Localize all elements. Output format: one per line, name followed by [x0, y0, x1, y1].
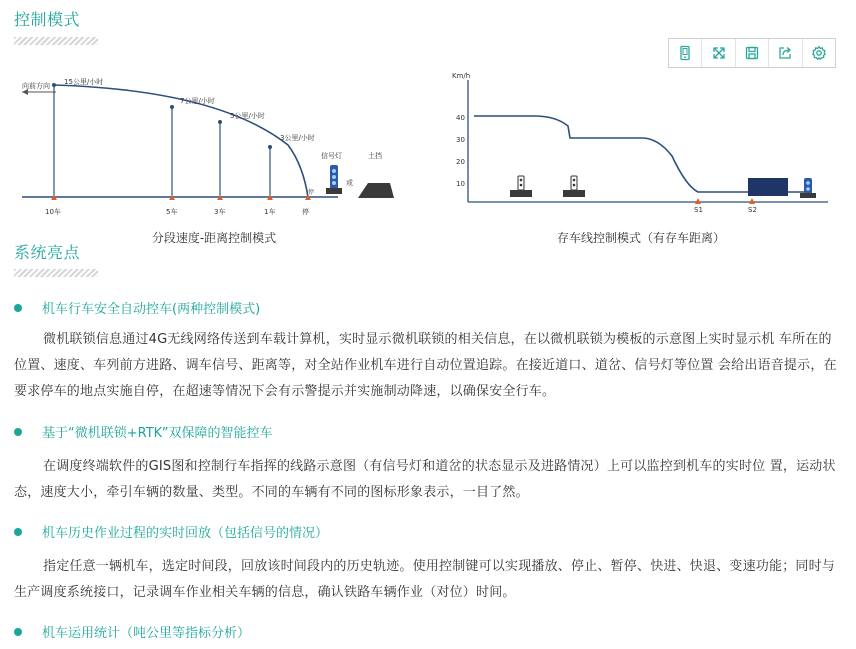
signal-light-icon: [800, 178, 816, 198]
chart-toolbar: [668, 38, 836, 68]
highlight-title: 机车行车安全自动控车(两种控制模式): [42, 302, 261, 317]
highlight-title: 机车运用统计（吨公里等指标分析）: [42, 626, 251, 641]
signal-light-icon: [563, 176, 585, 197]
title-underline-decoration: [14, 37, 98, 45]
buffer-stop-icon: [358, 183, 394, 198]
distance-label: 停: [302, 208, 309, 216]
settings-icon: [811, 45, 827, 61]
bullet-dot: [14, 428, 22, 436]
share-icon: [777, 45, 793, 61]
storage-track-diagram: [446, 68, 836, 218]
mobile-view-button[interactable]: [669, 39, 702, 67]
figure1-caption: 分段速度-距离控制模式: [151, 231, 277, 245]
distance-label: 1车: [264, 208, 276, 216]
highlight-item: [14, 298, 260, 317]
share-button[interactable]: [769, 39, 802, 67]
highlight-item: [14, 422, 273, 441]
distance-label: 10车: [45, 208, 61, 216]
highlight-body: 微机联锁信息通过4G无线网络传送到车载计算机，实时显示微机联锁的相关信息，在以微机联锁为模板的示意图上实时显示机 车所在的位置、速度、车列前方进路、调车信号、距离等，对全站作业机车进行自动位置追踪。在接近道口、道岔、信号灯等位置 会给出语音提示，在要求停车的地点实施自停，在超速等情况下会有示警提示并实施制动降速，以确保安全行车。: [14, 332, 837, 399]
fullscreen-icon: [711, 45, 727, 61]
curve-point: [170, 105, 174, 109]
curve-point: [218, 120, 222, 124]
bullet-dot: [14, 528, 22, 536]
y-tick-label: 10: [456, 180, 465, 188]
y-tick-label: 40: [456, 114, 465, 122]
signal-light-icon: [510, 176, 532, 197]
direction-label: 向前方向: [22, 82, 50, 90]
stop-label: 停: [308, 189, 315, 196]
curve-point: [268, 145, 272, 149]
title-underline-decoration: [14, 269, 98, 277]
or-label: 或: [346, 179, 353, 187]
figure2-caption: 存车线控制模式（有存车距离）: [556, 231, 725, 245]
y-tick-label: 20: [456, 158, 465, 166]
signal-light-icon: [326, 165, 342, 194]
x-tick-marker: [695, 198, 701, 204]
highlight-body: 在调度终端软件的GIS图和控制行车指挥的线路示意图（有信号灯和道岔的状态显示及进路情况）上可以监控到机车的实时位 置，运动状态，速度大小，牵引车辆的数量、类型。不同的车辆有不同的图标形象表示，一目了然。: [14, 459, 836, 500]
section-title-highlights: 系统亮点: [14, 243, 81, 262]
highlight-title: 机车历史作业过程的实时回放（包括信号的情况）: [42, 526, 329, 541]
x-tick-label: S2: [748, 206, 757, 214]
mobile-icon: [677, 45, 693, 61]
speed-distance-diagram: [18, 70, 410, 220]
settings-button[interactable]: [803, 39, 835, 67]
save-button[interactable]: [736, 39, 769, 67]
highlight-body: 指定任意一辆机车，选定时间段，回放该时间段内的历史轨迹。使用控制键可以实现播放、停止、暂停、快进、快退、变速功能；同时与生产调度系统接口，记录调车作业相关车辆的信息，确认铁路车辆作业（对位）时间。: [14, 559, 836, 600]
section-title-control-mode: 控制模式: [14, 10, 81, 29]
highlight-item: [14, 622, 250, 641]
fullscreen-button[interactable]: [702, 39, 735, 67]
speed-label: 7公里/小时: [180, 97, 215, 105]
bullet-dot: [14, 304, 22, 312]
x-tick-label: S1: [694, 206, 703, 214]
x-tick-marker: [749, 198, 755, 204]
unit-label: Km/h: [452, 72, 471, 80]
speed-label: 3公里/小时: [280, 134, 315, 142]
speed-label: 15公里/小时: [64, 78, 104, 86]
highlight-item: [14, 522, 328, 541]
soil-label: 土挡: [368, 152, 382, 160]
stored-wagon: [748, 178, 788, 196]
speed-label: 5公里/小时: [230, 112, 265, 120]
save-icon: [744, 45, 760, 61]
signal-label: 信号灯: [321, 152, 342, 160]
y-tick-label: 30: [456, 136, 465, 144]
curve-point: [52, 83, 56, 87]
bullet-dot: [14, 628, 22, 636]
distance-label: 3车: [214, 208, 226, 216]
distance-label: 5车: [166, 208, 178, 216]
highlight-title: 基于“微机联锁+RTK”双保障的智能控车: [42, 426, 273, 441]
